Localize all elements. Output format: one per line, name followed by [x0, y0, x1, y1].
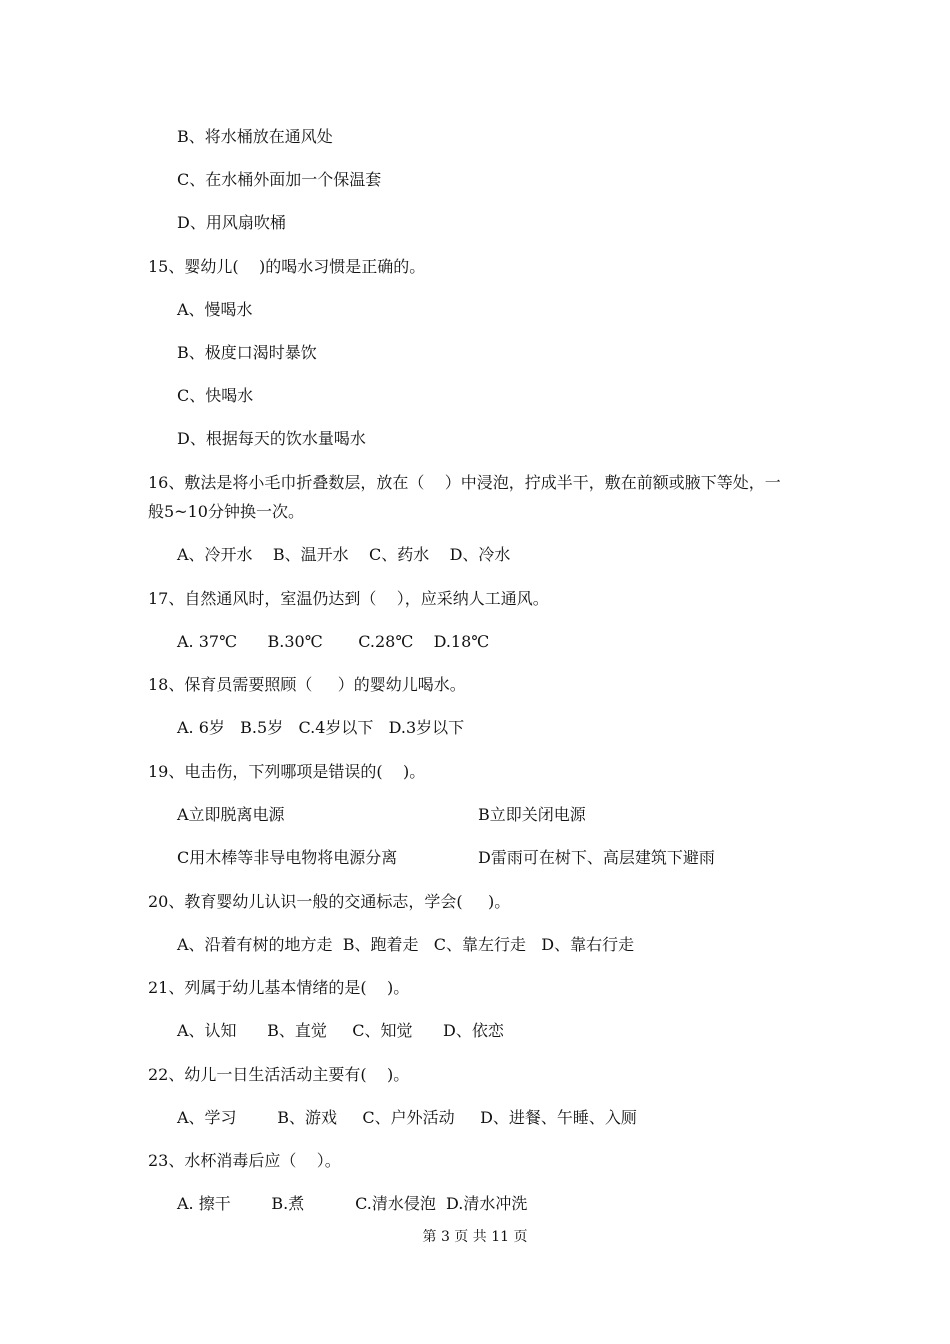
q15-option-b: B、极度口渴时暴饮: [177, 343, 317, 362]
q19-option-d: D雷雨可在树下、高层建筑下避雨: [478, 848, 715, 867]
q14-option-d: D、用风扇吹桶: [177, 213, 286, 232]
question-19: 19、电击伤，下列哪项是错误的( )。: [148, 762, 426, 781]
q19-option-a: A立即脱离电源: [177, 805, 285, 824]
question-21: 21、列属于幼儿基本情绪的是( )。: [148, 978, 410, 997]
q15-option-c: C、快喝水: [177, 386, 254, 405]
q19-option-c: C用木棒等非导电物将电源分离: [177, 848, 398, 867]
question-23: 23、水杯消毒后应（ ）。: [148, 1151, 341, 1170]
page-footer: 第 3 页 共 11 页: [422, 1229, 528, 1245]
question-15: 15、婴幼儿( )的喝水习惯是正确的。: [148, 257, 426, 276]
q22-options: A、学习 B、游戏 C、户外活动 D、进餐、午睡、入厕: [177, 1108, 637, 1127]
question-22: 22、幼儿一日生活活动主要有( )。: [148, 1065, 410, 1084]
question-20: 20、教育婴幼儿认识一般的交通标志，学会( )。: [148, 892, 511, 911]
q16-options: A、冷开水 B、温开水 C、药水 D、冷水: [177, 545, 511, 564]
q18-options: A. 6岁 B.5岁 C.4岁以下 D.3岁以下: [177, 718, 465, 737]
question-16-cont: 般5~10分钟换一次。: [148, 502, 304, 521]
q15-option-d: D、根据每天的饮水量喝水: [177, 429, 366, 448]
question-18: 18、保育员需要照顾（ ）的婴幼儿喝水。: [148, 675, 466, 694]
q14-option-b: B、将水桶放在通风处: [177, 127, 333, 146]
q20-options: A、沿着有树的地方走 B、跑着走 C、靠左行走 D、靠右行走: [177, 935, 635, 954]
q21-options: A、认知 B、直觉 C、知觉 D、依恋: [177, 1021, 504, 1040]
q14-option-c: C、在水桶外面加一个保温套: [177, 170, 382, 189]
question-16: 16、敷法是将小毛巾折叠数层，放在（ ）中浸泡，拧成半干，敷在前额或腋下等处，一: [148, 473, 781, 492]
q19-option-b: B立即关闭电源: [478, 805, 586, 824]
question-17: 17、自然通风时，室温仍达到（ ），应采纳人工通风。: [148, 589, 549, 608]
q17-options: A. 37℃ B.30℃ C.28℃ D.18℃: [177, 632, 490, 651]
q15-option-a: A、慢喝水: [177, 300, 253, 319]
q23-options: A. 擦干 B.煮 C.清水侵泡 D.清水冲洗: [177, 1194, 528, 1213]
